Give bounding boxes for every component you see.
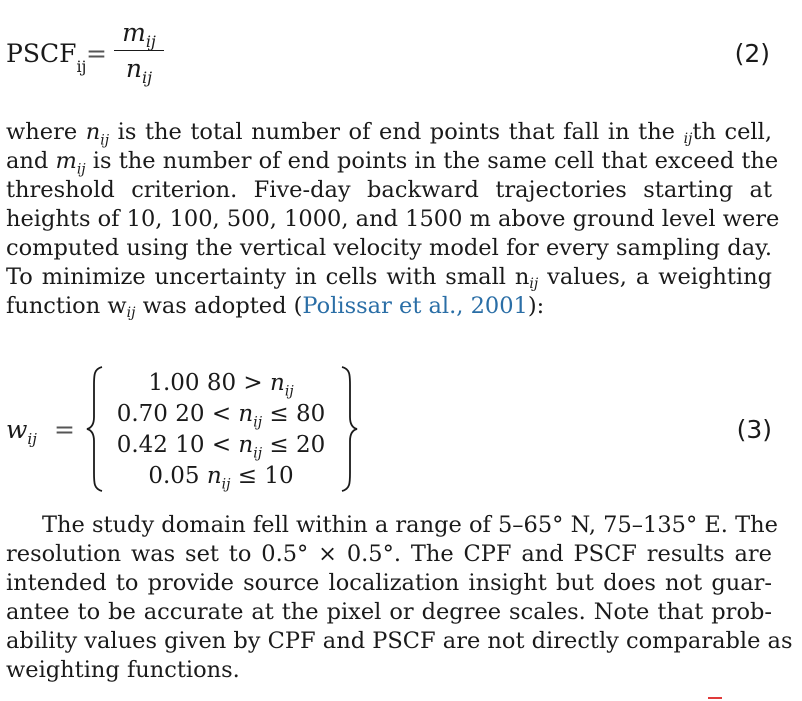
fraction-bar bbox=[114, 50, 164, 51]
denominator: $n_{ij}$ bbox=[125, 54, 153, 87]
left-brace-icon bbox=[86, 365, 106, 493]
equals-sign: = bbox=[86, 39, 107, 68]
equation-number: (2) bbox=[734, 39, 770, 68]
text-line: computed using the vertical velocity model for every sampling day. bbox=[6, 235, 772, 261]
case-row: 1.00 $80 > n_{ij}$ bbox=[148, 370, 294, 400]
text-line: weighting functions. bbox=[6, 657, 240, 683]
right-brace-icon bbox=[338, 365, 358, 493]
text-line: threshold criterion. Five-day backward trajectories starting at bbox=[6, 177, 772, 203]
citation-link[interactable]: Polissar et al., 2001 bbox=[302, 293, 528, 319]
case-row: 0.42 $10 < n_{ij} \le 20$ bbox=[116, 432, 326, 462]
equation-2-lhs: $PSCF_{ij}$ bbox=[6, 39, 87, 76]
text-line: To minimize uncertainty in cells with small nij values, a weighting bbox=[6, 264, 772, 292]
text-line: resolution was set to 0.5° × 0.5°. The CPF and PSCF results are bbox=[6, 541, 772, 567]
text-line: antee to be accurate at the pixel or degree scales. Note that prob- bbox=[6, 599, 772, 625]
text-line: ability values given by CPF and PSCF are not directly comparable as bbox=[6, 628, 793, 654]
text-line: where $n_{ij}$ is the total number of end points that fall in the ijth cell, bbox=[6, 119, 772, 149]
numerator: $m_{ij}$ bbox=[122, 18, 156, 51]
equation-3-lhs: $w_{ij}$ bbox=[6, 415, 37, 448]
cases-block bbox=[106, 368, 336, 492]
text-line: heights of 10, 100, 500, 1000, and 1500 m above ground level were bbox=[6, 206, 780, 232]
case-row: 0.70 $20 < n_{ij} \le 80$ bbox=[116, 401, 326, 431]
case-row: 0.05 $n_{ij} \le 10$ bbox=[148, 463, 294, 493]
text-line: The study domain fell within a range of 5–65° N, 75–135° E. The bbox=[42, 512, 778, 538]
paragraph-1 bbox=[6, 118, 780, 321]
fraction bbox=[114, 18, 164, 87]
equation-3 bbox=[6, 365, 772, 495]
equals-sign: = bbox=[54, 415, 75, 444]
paragraph-2 bbox=[6, 511, 793, 685]
equation-2 bbox=[6, 18, 770, 98]
red-mark bbox=[708, 697, 722, 699]
equation-number: (3) bbox=[736, 415, 772, 444]
text-line: function wij was adopted (Polissar et al., 2001): bbox=[6, 293, 545, 321]
text-line: and $m_{ij}$ is the number of end points in the same cell that exceed the bbox=[6, 148, 779, 178]
text-line: intended to provide source localization insight but does not guar- bbox=[6, 570, 772, 596]
